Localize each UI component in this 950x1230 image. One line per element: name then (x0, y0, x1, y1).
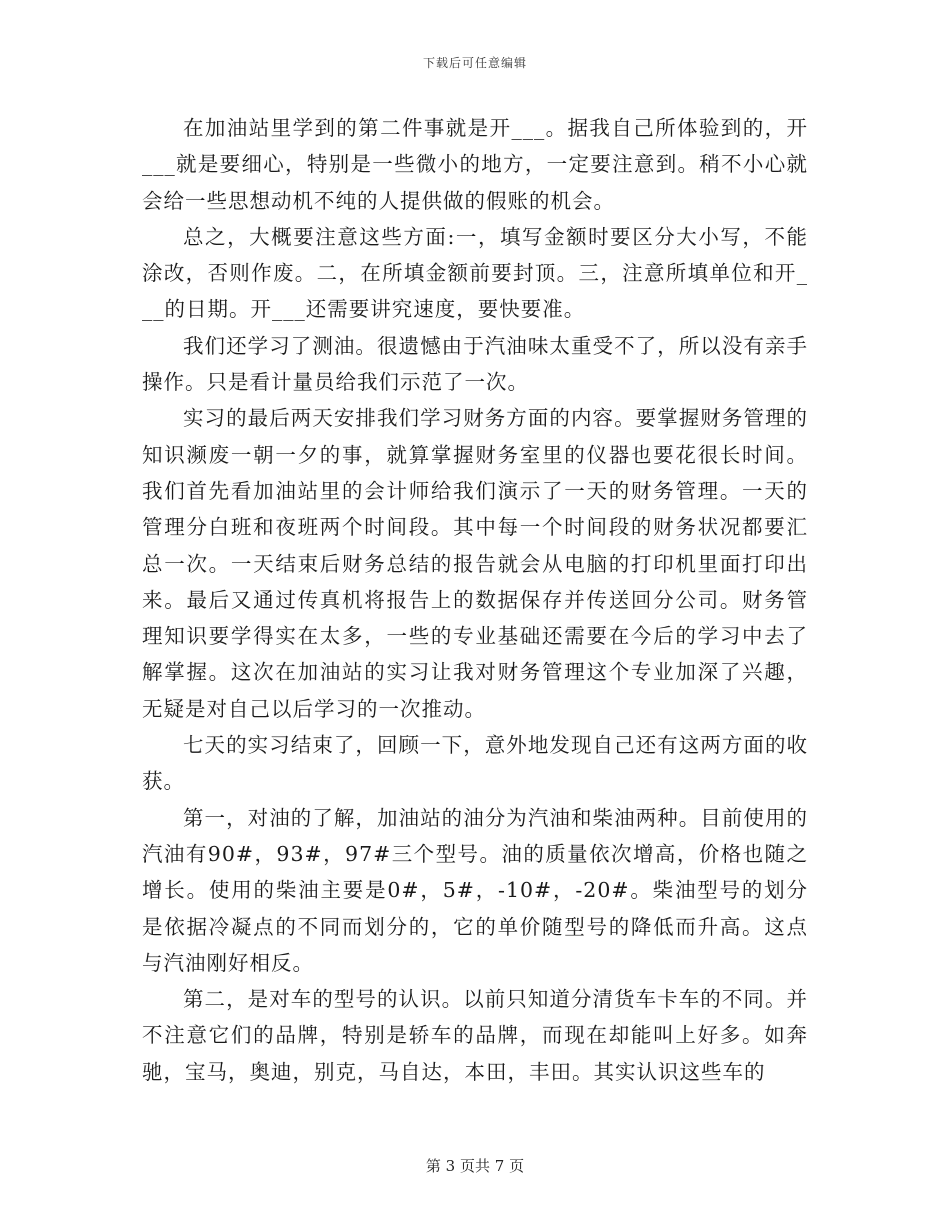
page-header: 下载后可任意编辑 (422, 56, 527, 70)
paragraph-summary: 总之，大概要注意这些方面:一，填写金额时要区分大小写，不能涂改，否则作废。二，在所填金额前要封顶。三，注意所填单位和开___的日期。开___还需要讲究速度，要快要准。 (142, 224, 808, 322)
paragraph-invoice: 在加油站里学到的第二件事就是开___。据我自己所体验到的，开___就是要细心，特别是一些微小的地方，一定要注意到。稍不小心就会给一些思想动机不纯的人提供做的假账的机会。 (142, 116, 808, 213)
paragraph-conclusion: 七天的实习结束了，回顾一下，意外地发现自己还有这两方面的收获。 (142, 733, 808, 794)
page-footer: 第 3 页共 7 页 (425, 1157, 525, 1175)
paragraph-oil-measure: 我们还学习了测油。很遗憾由于汽油味太重受不了，所以没有亲手操作。只是看计量员给我们示范了一次。 (142, 333, 808, 395)
paragraph-oil-types: 第一，对油的了解，加油站的油分为汽油和柴油两种。目前使用的汽油有90#，93#，97#三个型号。油的质量依次增高，价格也随之增长。使用的柴油主要是0#，5#，-10#，-20#。柴油型号的划分是依据冷凝点的不同而划分的，它的单价随型号的降低而升高。这点与汽油刚好相反。 (142, 805, 808, 975)
paragraph-finance: 实习的最后两天安排我们学习财务方面的内容。要掌握财务管理的知识濒废一朝一夕的事，就算掌握财务室里的仪器也要花很长时间。我们首先看加油站里的会计师给我们演示了一天的财务管理。一天的管理分白班和夜班两个时间段。其中每一个时间段的财务状况都要汇总一次。一天结束后财务总结的报告就会从电脑的打印机里面打印出来。最后又通过传真机将报告上的数据保存并传送回分公司。财务管理知识要学得实在太多，一些的专业基础还需要在今后的学习中去了解掌握。这次在加油站的实习让我对财务管理这个专业加深了兴趣，无疑是对自己以后学习的一次推动。 (142, 406, 808, 721)
paragraph-car-models: 第二，是对车的型号的认识。以前只知道分清货车卡车的不同。并不注意它们的品牌，特别是轿车的品牌，而现在却能叫上好多。如奔驰，宝马，奥迪，别克，马自达，本田，丰田。其实认识这些车的 (142, 987, 808, 1084)
document-body (142, 110, 808, 1090)
